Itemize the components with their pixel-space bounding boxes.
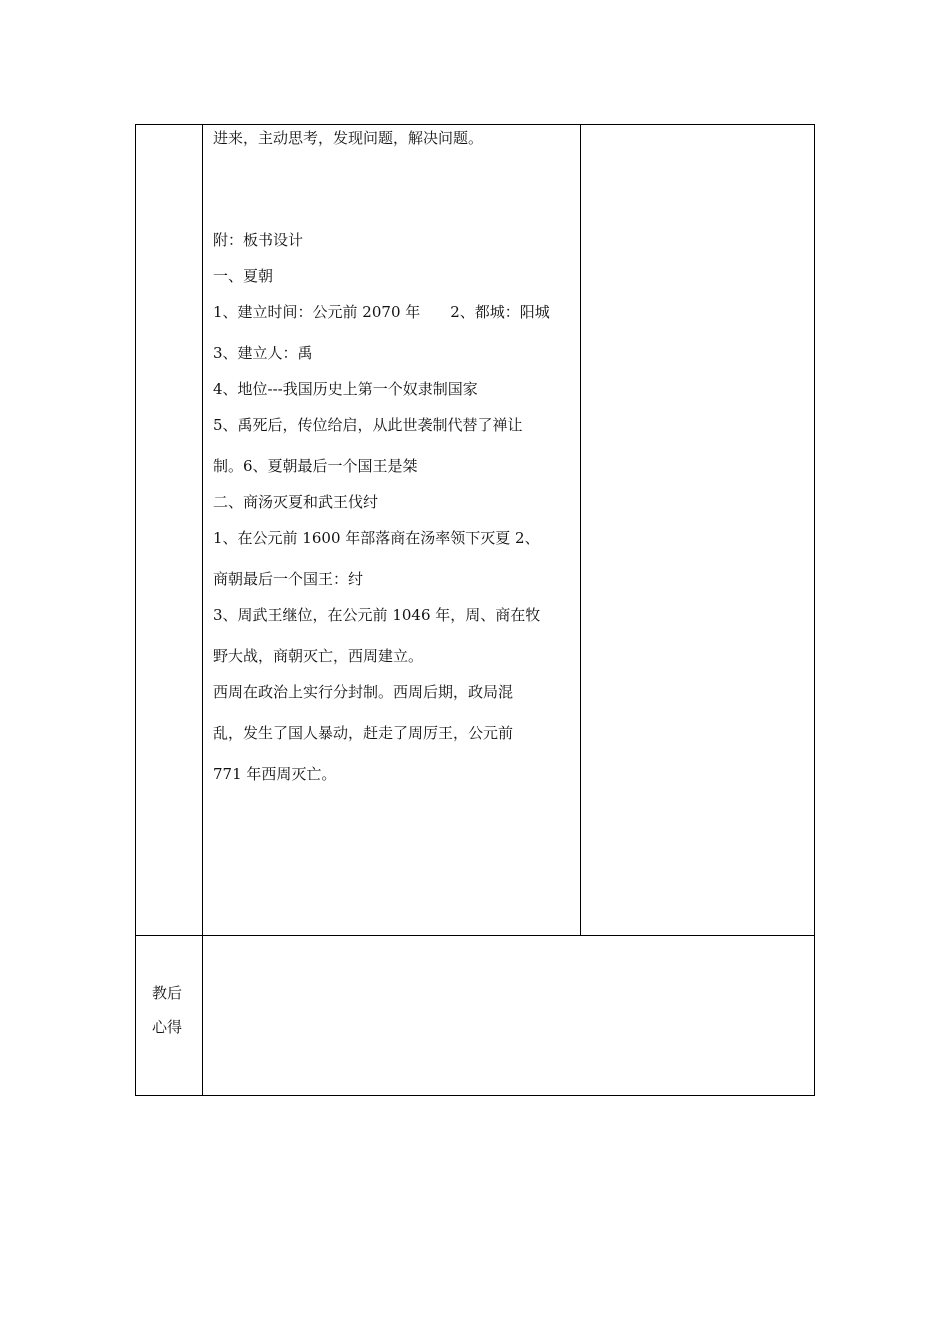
content-line: 进来，主动思考，发现问题，解决问题。 xyxy=(213,129,484,147)
content-line: 3、建立人：禹 xyxy=(213,344,313,362)
content-line: 乱，发生了国人暴动，赶走了周厉王，公元前 xyxy=(213,724,514,742)
content-line: 野大战，商朝灭亡，西周建立。 xyxy=(213,647,424,665)
divider-right-column xyxy=(580,124,581,936)
reflection-label-line1: 教后 xyxy=(152,984,183,1002)
content-line: 二、商汤灭夏和武王伐纣 xyxy=(213,493,379,511)
content-line: 西周在政治上实行分封制。西周后期，政局混 xyxy=(213,683,514,701)
content-line: 制。6、夏朝最后一个国王是桀 xyxy=(213,457,418,475)
content-line: 1、建立时间：公元前 2070 年 2、都城：阳城 xyxy=(213,303,550,321)
content-line: 附：板书设计 xyxy=(213,231,304,249)
reflection-label-line2: 心得 xyxy=(152,1018,183,1036)
content-line: 一、夏朝 xyxy=(213,267,274,285)
content-line: 5、禹死后，传位给启，从此世袭制代替了禅让 xyxy=(213,416,523,434)
content-line: 4、地位---我国历史上第一个奴隶制国家 xyxy=(213,380,478,398)
reflection-content-cell xyxy=(203,936,814,1095)
content-line: 1、在公元前 1600 年部落商在汤率领下灭夏 2、 xyxy=(213,529,540,547)
content-line: 商朝最后一个国王：纣 xyxy=(213,570,364,588)
content-line: 3、周武王继位，在公元前 1046 年，周、商在牧 xyxy=(213,606,541,624)
content-line: 771 年西周灭亡。 xyxy=(213,765,337,783)
